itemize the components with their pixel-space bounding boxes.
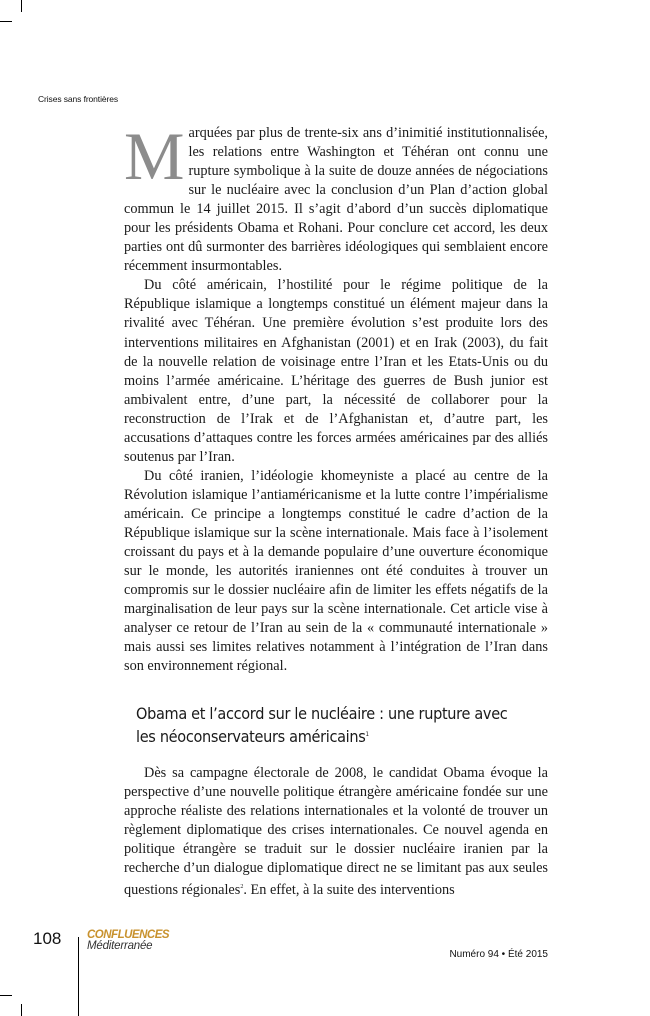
footer-rule	[78, 937, 79, 1016]
drop-cap: M	[124, 118, 185, 194]
section-paragraph-1-text: Dès sa campagne électorale de 2008, le candidat Obama évoque la perspective d’une nouvelle politique étrangère américaine fondée sur une approche réaliste des relations internationales et la volonté de trouver un règlement diplomatique des crises internationales. Ce nouvel agenda en politique étrangère se traduit sur le dossier nucléaire iranien par la recherche d’un dialogue diplomatique direct ne se limitant pas aux seules questions régionales	[124, 765, 548, 899]
logo-line-2: Méditerranée	[87, 940, 153, 952]
footnote-ref: 1	[365, 730, 369, 738]
issue-info: Numéro 94 • Été 2015	[449, 949, 548, 960]
logo-line-1: CONFLUENCES	[87, 929, 170, 941]
intro-paragraph-1	[124, 118, 548, 276]
section-heading	[136, 704, 508, 747]
intro-text	[124, 118, 548, 676]
section-text	[124, 764, 548, 900]
section-paragraph-1	[124, 764, 548, 900]
section-paragraph-1-tail: . En effet, à la suite des interventions	[243, 882, 455, 899]
crop-mark	[0, 995, 12, 996]
journal-logo	[87, 929, 170, 952]
crop-mark	[21, 1004, 22, 1016]
page-number: 108	[33, 929, 62, 948]
intro-paragraph-3: Du côté iranien, l’idéologie khomeyniste a placé au centre de la Révolution islamique l’antiaméricanisme et la lutte contre l’impérialisme américain. Ce principe a longtemps constitué le cadre d’action de la République islamique sur la scène internationale. Mais face à l’isolement croissant du pays et à la demande populaire d’une ouverture économique sur le monde, les autorités iraniennes ont été conduites à trouver un compromis sur le dossier nucléaire afin de limiter les effets négatifs de la marginalisation de leur pays sur la scène internationale. Cet article vise à analyser ce retour de l’Iran au sein de la « communauté internationale » mais aussi ses limites relatives notamment à l’intégration de l’Iran dans son environnement régional.	[124, 467, 548, 675]
crop-mark	[0, 21, 12, 22]
intro-paragraph-2: Du côté américain, l’hostilité pour le régime politique de la République islamique a longtemps constitué un élément majeur dans la rivalité avec Téhéran. Une première évolution s’est produite lors des interventions militaires en Afghanistan (2001) et en Irak (2003), du fait de la nouvelle relation de voisinage entre l’Iran et les Etats-Unis ou du moins l’armée américaine. L’héritage des guerres de Bush junior est ambivalent entre, d’une part, la nécessité de collaborer pour la reconstruction de l’Irak et de l’Afghanistan et, d’autre part, les accusations d’attaques contre les forces armées américaines par des alliés soutenus par l’Iran.	[124, 277, 548, 465]
intro-paragraph-1-text: arquées par plus de trente-six ans d’inimitié institutionnalisée, les relations entre Washington et Téhéran ont connu une rupture symbolique à la suite de douze années de négociations sur le nucléaire avec la conclusion d’un Plan d’action global commun le 14 juillet 2015. Il s’agit d’abord d’un succès diplomatique pour les présidents Obama et Rohani. Pour conclure cet accord, les deux parties ont dû surmonter des barrières idéologiques qui semblaient encore récemment insurmontables.	[124, 125, 548, 275]
crop-mark	[21, 0, 22, 12]
footnote-ref: 2	[240, 884, 244, 891]
section-heading-text: Obama et l’accord sur le nucléaire : une rupture avec les néoconservateurs américains	[136, 705, 508, 746]
running-head: Crises sans frontières	[38, 94, 118, 104]
